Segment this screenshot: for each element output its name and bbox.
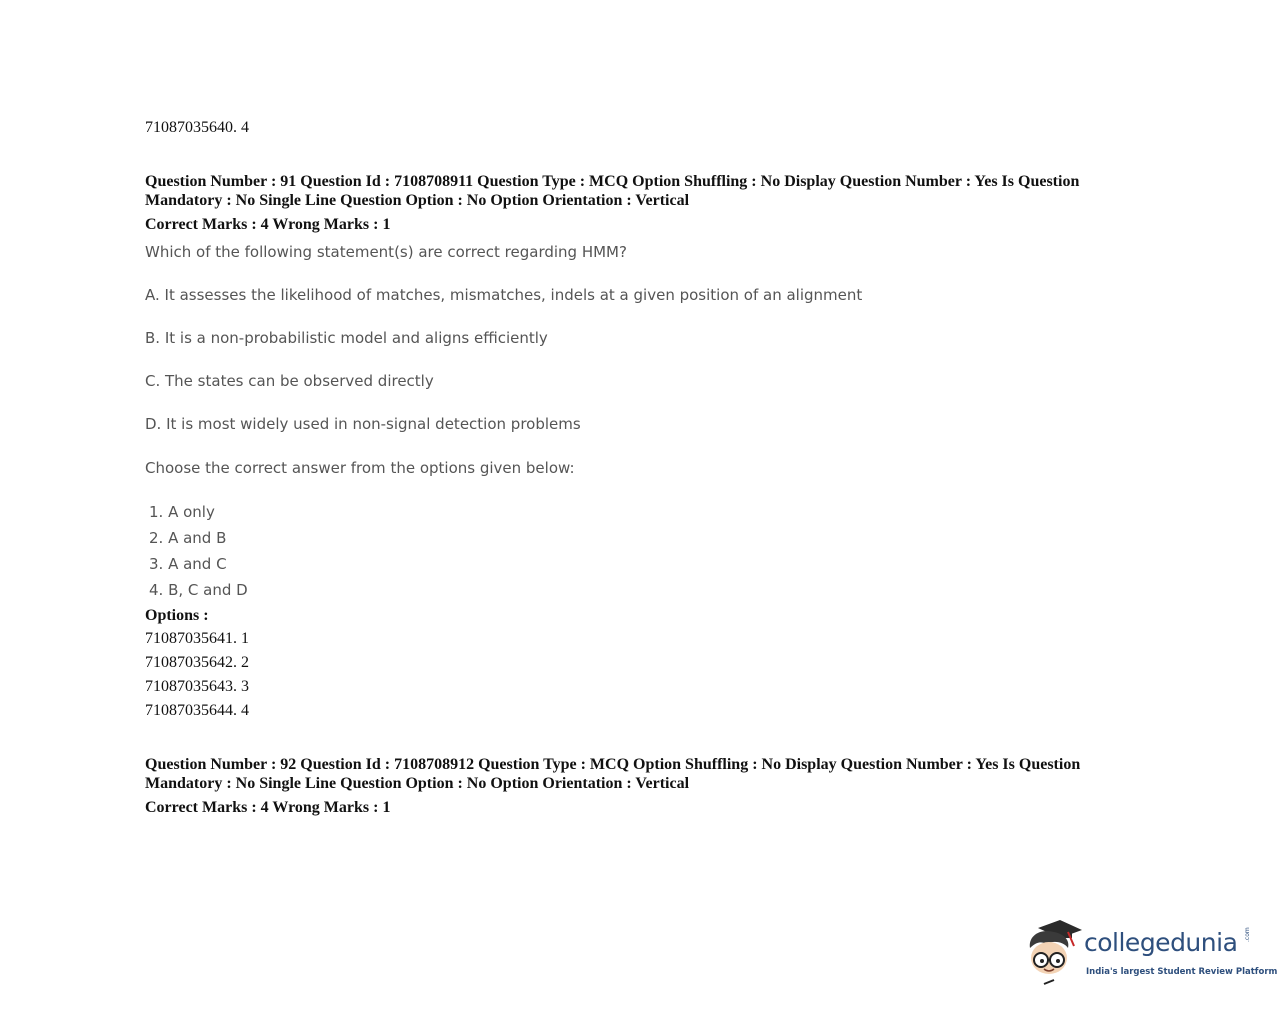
options-label: Options :: [145, 607, 209, 624]
option-id-4: 71087035644. 4: [145, 702, 249, 719]
option-id-1: 71087035641. 1: [145, 630, 249, 647]
question-92-header: Question Number : 92 Question Id : 7108708912 Question Type : MCQ Option Shuffling : No Display Question Number : Yes Is Question Mandatory : No Single Line Question Option : No Option Orientation : Vertical: [145, 756, 1081, 792]
mascot-graduate-icon: [1024, 918, 1084, 988]
choice-1: 1. A only: [149, 503, 215, 521]
logo-suffix: .com: [1244, 927, 1251, 942]
question-91-marks: Correct Marks : 4 Wrong Marks : 1: [145, 216, 391, 233]
option-id-2: 71087035642. 2: [145, 654, 249, 671]
question-91-header: Question Number : 91 Question Id : 7108708911 Question Type : MCQ Option Shuffling : No Display Question Number : Yes Is Question Mandatory : No Single Line Question Option : No Option Orientation : Vertical: [145, 173, 1080, 209]
statement-d: D. It is most widely used in non-signal detection problems: [145, 415, 581, 433]
statement-b: B. It is a non-probabilistic model and aligns efficiently: [145, 329, 548, 347]
question-91-text: Which of the following statement(s) are correct regarding HMM?: [145, 243, 627, 261]
choice-4: 4. B, C and D: [149, 581, 248, 599]
option-id-3: 71087035643. 3: [145, 678, 249, 695]
question-92-marks: Correct Marks : 4 Wrong Marks : 1: [145, 799, 391, 816]
statement-c: C. The states can be observed directly: [145, 372, 434, 390]
previous-option-line: 71087035640. 4: [145, 119, 249, 136]
question-91-instruction: Choose the correct answer from the options given below:: [145, 459, 575, 477]
choice-3: 3. A and C: [149, 555, 227, 573]
logo-tagline: India's largest Student Review Platform: [1086, 967, 1278, 977]
statement-a: A. It assesses the likelihood of matches, mismatches, indels at a given position of an alignment: [145, 286, 863, 304]
logo-wordmark: collegedunia: [1084, 928, 1238, 957]
collegedunia-logo: [1024, 918, 1278, 988]
choice-2: 2. A and B: [149, 529, 227, 547]
